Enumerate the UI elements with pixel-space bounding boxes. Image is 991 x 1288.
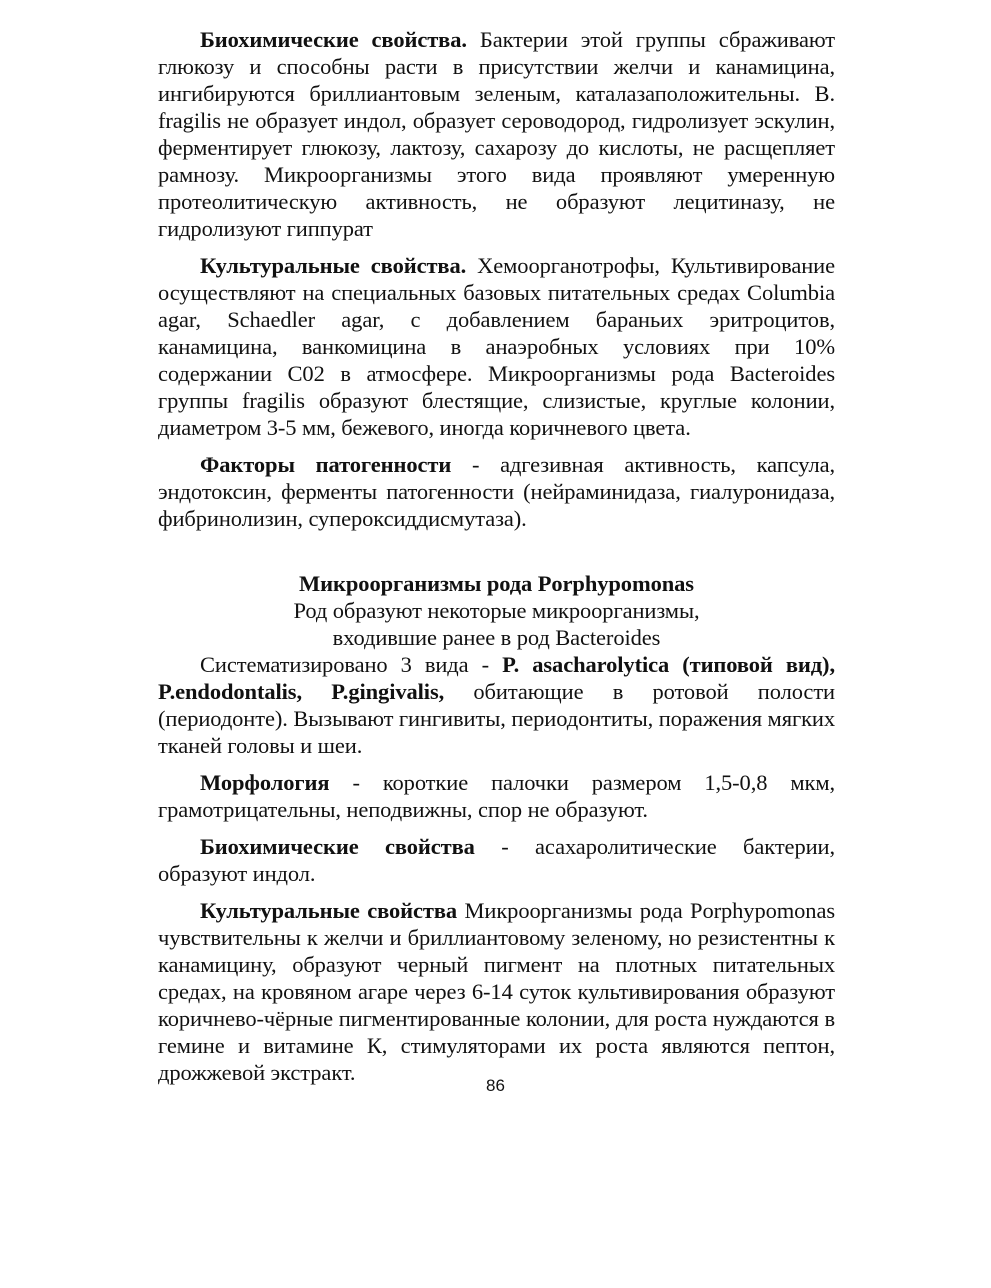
term-cultural-properties: Культуральные свойства. <box>200 253 467 278</box>
text-cultural-properties: Хемоорганотрофы, Культивирование осуществляют на специальных базовых питательных средах Columbia agar, Schaedler agar, с добавлением бараньих эритроцитов, канамицина, ванкомицина в анаэробных условиях при 10% содержании С02 в атмосфере. Микроорганизмы рода Bacteroides группы fragilis образуют блестящие, слизистые, круглые колонии, диаметром 3-5 мм, бежевого, иногда коричневого цвета. <box>158 253 835 440</box>
term-porphyromonas-biochemical: Биохимические свойства <box>200 834 475 859</box>
paragraph-pathogenicity-factors <box>158 451 835 532</box>
paragraph-porphyromonas-cultural <box>158 897 835 1086</box>
text-biochemical-properties: Бактерии этой группы сбраживают глюкозу и способны расти в присутствии желчи и канамицина, ингибируются бриллиантовым зеленым, каталазаположительны. B. fragilis не образует индол, образует сероводород, гидролизует эскулин, ферментирует глюкозу, лактозу, сахарозу до кислоты, не расщепляет рамнозу. Микроорганизмы этого вида проявляют умеренную протеолитическую активность, не образуют лецитиназу, не гидролизуют гиппурат <box>158 27 835 241</box>
term-biochemical-properties: Биохимические свойства. <box>200 27 467 52</box>
paragraph-porphyromonas-biochemical <box>158 833 835 887</box>
term-morphology: Морфология <box>200 770 330 795</box>
section-subtitle-line-1: Род образуют некоторые микроорганизмы, <box>293 598 700 623</box>
text-morphology: - короткие палочки размером 1,5-0,8 мкм, грамотрицательны, неподвижны, спор не образуют. <box>158 770 835 822</box>
text-species-intro: Систематизировано 3 вида - <box>200 652 503 677</box>
text-species: обитающие в ротовой полости (периодонте). Вызывают гингивиты, периодонтиты, поражения мягких тканей головы и шеи. <box>158 679 835 758</box>
text-pathogenicity-factors: - адгезивная активность, капсула, эндотоксин, ферменты патогенности (нейраминидаза, гиалуронидаза, фибринолизин, супероксиддисмутаза). <box>158 452 835 531</box>
paragraph-biochemical-properties <box>158 26 835 242</box>
section-subtitle-line-2: входившие ранее в род Bacteroides <box>332 625 661 650</box>
section-heading: Микроорганизмы рода Porphypomonas <box>299 571 694 596</box>
term-pathogenicity-factors: Факторы патогенности <box>200 452 452 477</box>
term-species-list: P. asacharolytica (типовой вид), P.endodontalis, P.gingivalis, <box>158 652 835 704</box>
page-number: 86 <box>486 1076 505 1095</box>
term-porphyromonas-cultural: Культуральные свойства <box>200 898 458 923</box>
paragraph-morphology <box>158 769 835 823</box>
paragraph-cultural-properties <box>158 252 835 441</box>
text-porphyromonas-cultural: Микроорганизмы рода Porphypomonas чувствительны к желчи и бриллиантовому зеленому, но резистентны к канамицину, образуют черный пигмент на плотных питательных средах, на кровяном агаре через 6-14 суток культивирования образуют коричнево-чёрные пигментированные колонии, для роста нуждаются в гемине и витамине К, стимуляторами их роста являются пептон, дрожжевой экстракт. <box>158 898 835 1085</box>
text-porphyromonas-biochemical: - асахаролитические бактерии, образуют индол. <box>158 834 835 886</box>
page-body <box>158 26 835 1086</box>
paragraph-species <box>158 651 835 759</box>
